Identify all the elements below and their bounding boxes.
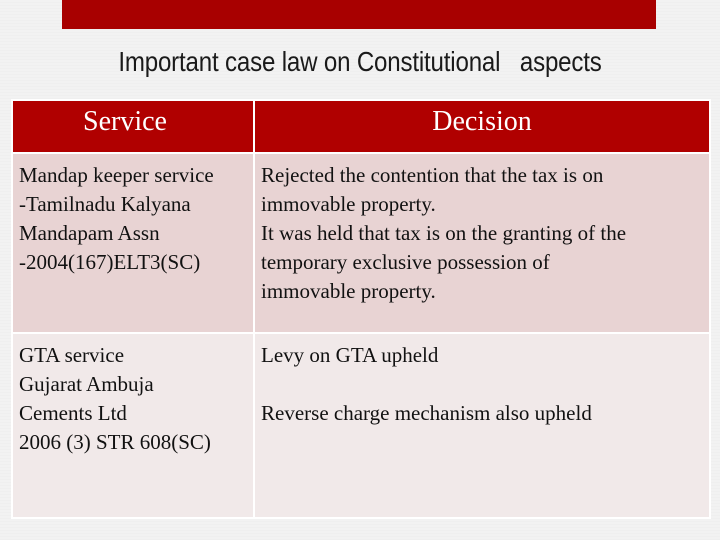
service-line: -2004(167)ELT3(SC) — [19, 250, 201, 274]
table-row — [12, 333, 710, 518]
service-cell — [12, 333, 254, 518]
decision-line: immovable property. — [261, 192, 436, 216]
decision-line: It was held that tax is on the granting of the — [261, 221, 627, 245]
service-line: Gujarat Ambuja — [19, 372, 154, 396]
service-line: Mandap keeper service — [19, 163, 214, 187]
service-line: GTA service — [19, 343, 125, 367]
decision-line: Rejected the contention that the tax is on — [261, 163, 604, 187]
service-line: Cements Ltd — [19, 401, 127, 425]
service-line: 2006 (3) STR 608(SC) — [19, 430, 211, 454]
service-cell — [12, 153, 254, 333]
decision-line: immovable property. — [261, 279, 436, 303]
column-header-decision: Decision — [254, 100, 710, 153]
decision-line: Reverse charge mechanism also upheld — [261, 401, 592, 425]
case-law-table — [11, 99, 711, 519]
page-title: Important case law on Constitutional aspects — [118, 46, 602, 77]
decision-line: Levy on GTA upheld — [261, 343, 439, 367]
decision-cell — [254, 153, 710, 333]
table-row — [12, 153, 710, 333]
table-header-row — [12, 100, 710, 153]
service-line: Mandapam Assn — [19, 221, 160, 245]
top-accent-bar — [62, 0, 656, 29]
column-header-service: Service — [12, 100, 254, 153]
decision-line: temporary exclusive possession of — [261, 250, 550, 274]
line-spacer — [261, 370, 703, 399]
decision-cell — [254, 333, 710, 518]
service-line: -Tamilnadu Kalyana — [19, 192, 191, 216]
